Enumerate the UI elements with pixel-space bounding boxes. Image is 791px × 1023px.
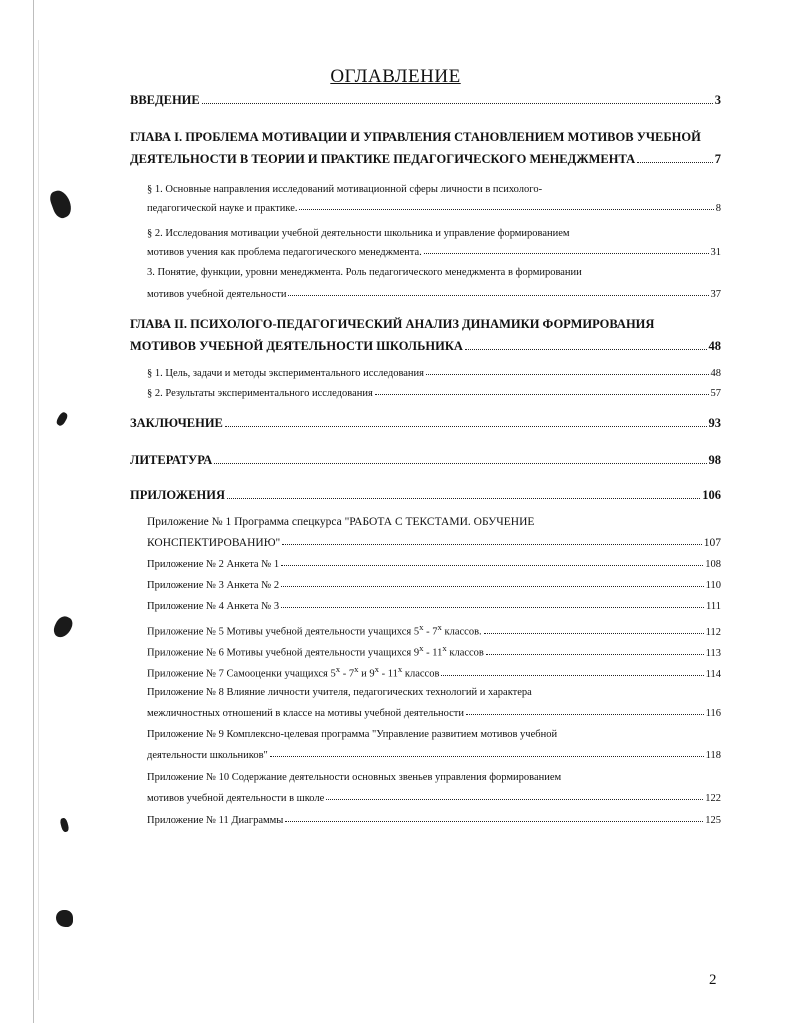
toc-page-number: 114 [705,668,721,680]
toc-entry-section-1-3[interactable] [147,289,721,300]
scan-margin-line [33,0,34,1023]
dot-leader [214,462,706,464]
toc-page-number: 48 [708,339,721,353]
superscript: х [397,664,403,674]
dot-leader [466,713,704,715]
toc-entry-appendix-9[interactable] [147,750,721,761]
label-part: классов [402,668,440,680]
toc-entry-chapter-2[interactable] [130,339,721,354]
page-title: ОГЛАВЛЕНИЕ [330,66,461,87]
scan-blot [59,817,69,832]
superscript: х [374,664,380,674]
toc-entry-appendix-3[interactable] [147,580,721,591]
toc-page-number: 98 [708,453,721,467]
label-part: Приложение № 5 Мотивы учебной деятельности учащихся 5 [147,626,420,638]
toc-entry-label: ПРИЛОЖЕНИЯ [130,488,225,502]
toc-entry-label: ЛИТЕРАТУРА [130,453,213,467]
page-number: 2 [709,972,717,988]
toc-page-number: 3 [714,93,721,107]
toc-entry-label [147,622,482,638]
toc-entry-label: Приложение № 2 Анкета № 1 [147,559,280,570]
dot-leader [426,373,709,375]
dot-leader [288,294,708,296]
label-part: - 11 [423,647,443,659]
scan-blot [55,411,69,427]
toc-page-number: 122 [705,793,721,804]
dot-leader [484,632,704,634]
toc-entry-section-2-2[interactable] [147,388,721,399]
toc-page-number: 31 [710,247,721,258]
dot-leader [486,653,704,655]
dot-leader [281,606,704,608]
toc-page-number: 7 [714,152,721,166]
toc-page-number: 108 [705,559,721,570]
toc-page-number: 93 [708,416,721,430]
label-part: - 7 [340,668,355,680]
dot-leader [281,585,704,587]
toc-page-number: 37 [710,289,721,300]
dot-leader [202,102,713,104]
label-part: классов. [441,626,482,638]
toc-page-number: 112 [705,626,721,638]
superscript: х [335,664,341,674]
dot-leader [424,252,709,254]
toc-entry-label: ДЕЯТЕЛЬНОСТИ В ТЕОРИИ И ПРАКТИКЕ ПЕДАГОГИЧЕСКОГО МЕНЕДЖМЕНТА [130,152,636,166]
label-part: Приложение № 7 Самооценки учащихся 5 [147,668,336,680]
scan-blot [56,910,73,927]
toc-entry-label: ЗАКЛЮЧЕНИЕ [130,416,223,430]
toc-entry-appendix-10[interactable] [147,793,721,804]
superscript: х [442,643,447,653]
scan-margin-line [38,40,39,1000]
toc-appendix-10-line1[interactable]: Приложение № 10 Содержание деятельности основных звеньев управления формированием [147,772,562,783]
toc-entry-section-1-1[interactable] [147,203,721,214]
dot-leader [227,497,700,499]
toc-entry-label: межличностных отношений в классе на мотивы учебной деятельности [147,708,465,719]
toc-appendix-8-line1[interactable]: Приложение № 8 Влияние личности учителя, педагогических технологий и характера [147,687,532,698]
toc-entry-appendix-6[interactable] [147,643,721,659]
dot-leader [465,348,707,350]
toc-section-1-1-line1[interactable]: § 1. Основные направления исследований мотивационной сферы личности в психолого- [147,184,543,195]
toc-chapter-2-line1[interactable]: ГЛАВА II. ПСИХОЛОГО-ПЕДАГОГИЧЕСКИЙ АНАЛИЗ ДИНАМИКИ ФОРМИРОВАНИЯ [130,317,655,331]
toc-entry-label: § 1. Цель, задачи и методы экспериментального исследования [147,368,424,379]
toc-entry-label: ВВЕДЕНИЕ [130,93,200,107]
toc-appendix-1-line1[interactable]: Приложение № 1 Программа спецкурса "РАБОТА С ТЕКСТАМИ. ОБУЧЕНИЕ [147,516,535,528]
superscript: х [437,622,442,632]
toc-page-number: 106 [702,488,721,502]
superscript: х [354,664,359,674]
toc-entry-conclusion[interactable] [130,416,721,431]
dot-leader [637,161,713,163]
toc-entry-label: § 2. Результаты экспериментального исследования [147,388,373,399]
label-part: Приложение № 6 Мотивы учебной деятельности учащихся 9 [147,647,420,659]
toc-entry-appendix-2[interactable] [147,559,721,570]
label-part: - 11 [379,668,398,680]
toc-appendix-9-line1[interactable]: Приложение № 9 Комплексно-целевая программа "Управление развитием мотивов учебной [147,729,558,740]
toc-entry-label: КОНСПЕКТИРОВАНИЮ" [147,537,281,549]
toc-entry-literature[interactable] [130,453,721,468]
toc-entry-label: мотивов учебной деятельности в школе [147,793,325,804]
label-part: - 7 [423,626,438,638]
toc-entry-appendix-1[interactable] [147,537,721,549]
toc-entry-chapter-1[interactable] [130,152,721,167]
toc-entry-appendices[interactable] [130,488,721,503]
dot-leader [441,674,703,676]
toc-entry-label: МОТИВОВ УЧЕБНОЙ ДЕЯТЕЛЬНОСТИ ШКОЛЬНИКА [130,339,463,353]
toc-entry-label: педагогической науке и практике. [147,203,298,214]
dot-leader [282,543,702,545]
scan-blot [48,188,74,220]
dot-leader [281,564,703,566]
label-part: классов [446,647,484,659]
dot-leader [375,393,709,395]
toc-page-number: 111 [706,601,721,612]
toc-entry-appendix-7[interactable] [147,664,721,680]
toc-page-number: 118 [705,750,721,761]
superscript: х [419,643,424,653]
toc-section-1-3-line1[interactable]: 3. Понятие, функции, уровни менеджмента. Роль педагогического менеджмента в формировании [147,267,582,278]
toc-entry-appendix-4[interactable] [147,601,721,612]
superscript: х [419,622,424,632]
toc-entry-label: деятельности школьников" [147,750,268,761]
dot-leader [285,820,703,822]
toc-entry-appendix-8[interactable] [147,708,721,719]
dot-leader [225,425,707,427]
toc-section-1-2-line1[interactable]: § 2. Исследования мотивации учебной деятельности школьника и управление формированием [147,228,570,239]
dot-leader [299,208,713,210]
toc-entry-introduction[interactable] [130,93,721,108]
toc-entry-label: Приложение № 11 Диаграммы [147,815,284,826]
toc-chapter-1-line1[interactable]: ГЛАВА I. ПРОБЛЕМА МОТИВАЦИИ И УПРАВЛЕНИЯ СТАНОВЛЕНИЕМ МОТИВОВ УЧЕБНОЙ [130,130,701,144]
toc-page-number: 8 [715,203,721,214]
toc-entry-label: Приложение № 4 Анкета № 3 [147,601,280,612]
toc-page-number: 57 [710,388,721,399]
scan-blot [51,614,75,641]
dot-leader [270,755,704,757]
toc-entry-label [147,664,439,680]
label-part: и 9 [358,668,375,680]
toc-entry-appendix-5[interactable] [147,622,721,638]
dot-leader [326,798,703,800]
toc-entry-section-2-1[interactable] [147,368,721,379]
toc-page-number: 113 [705,647,721,659]
toc-entry-label [147,643,484,659]
toc-entry-label: мотивов учения как проблема педагогического менеджмента. [147,247,422,258]
toc-page-number: 107 [703,537,721,549]
toc-page-number: 48 [710,368,721,379]
toc-entry-label: Приложение № 3 Анкета № 2 [147,580,280,591]
toc-entry-label: мотивов учебной деятельности [147,289,287,300]
toc-page-number: 125 [705,815,721,826]
toc-entry-appendix-11[interactable] [147,815,721,826]
toc-page-number: 116 [705,708,721,719]
toc-page-number: 110 [705,580,721,591]
toc-entry-section-1-2[interactable] [147,247,721,258]
